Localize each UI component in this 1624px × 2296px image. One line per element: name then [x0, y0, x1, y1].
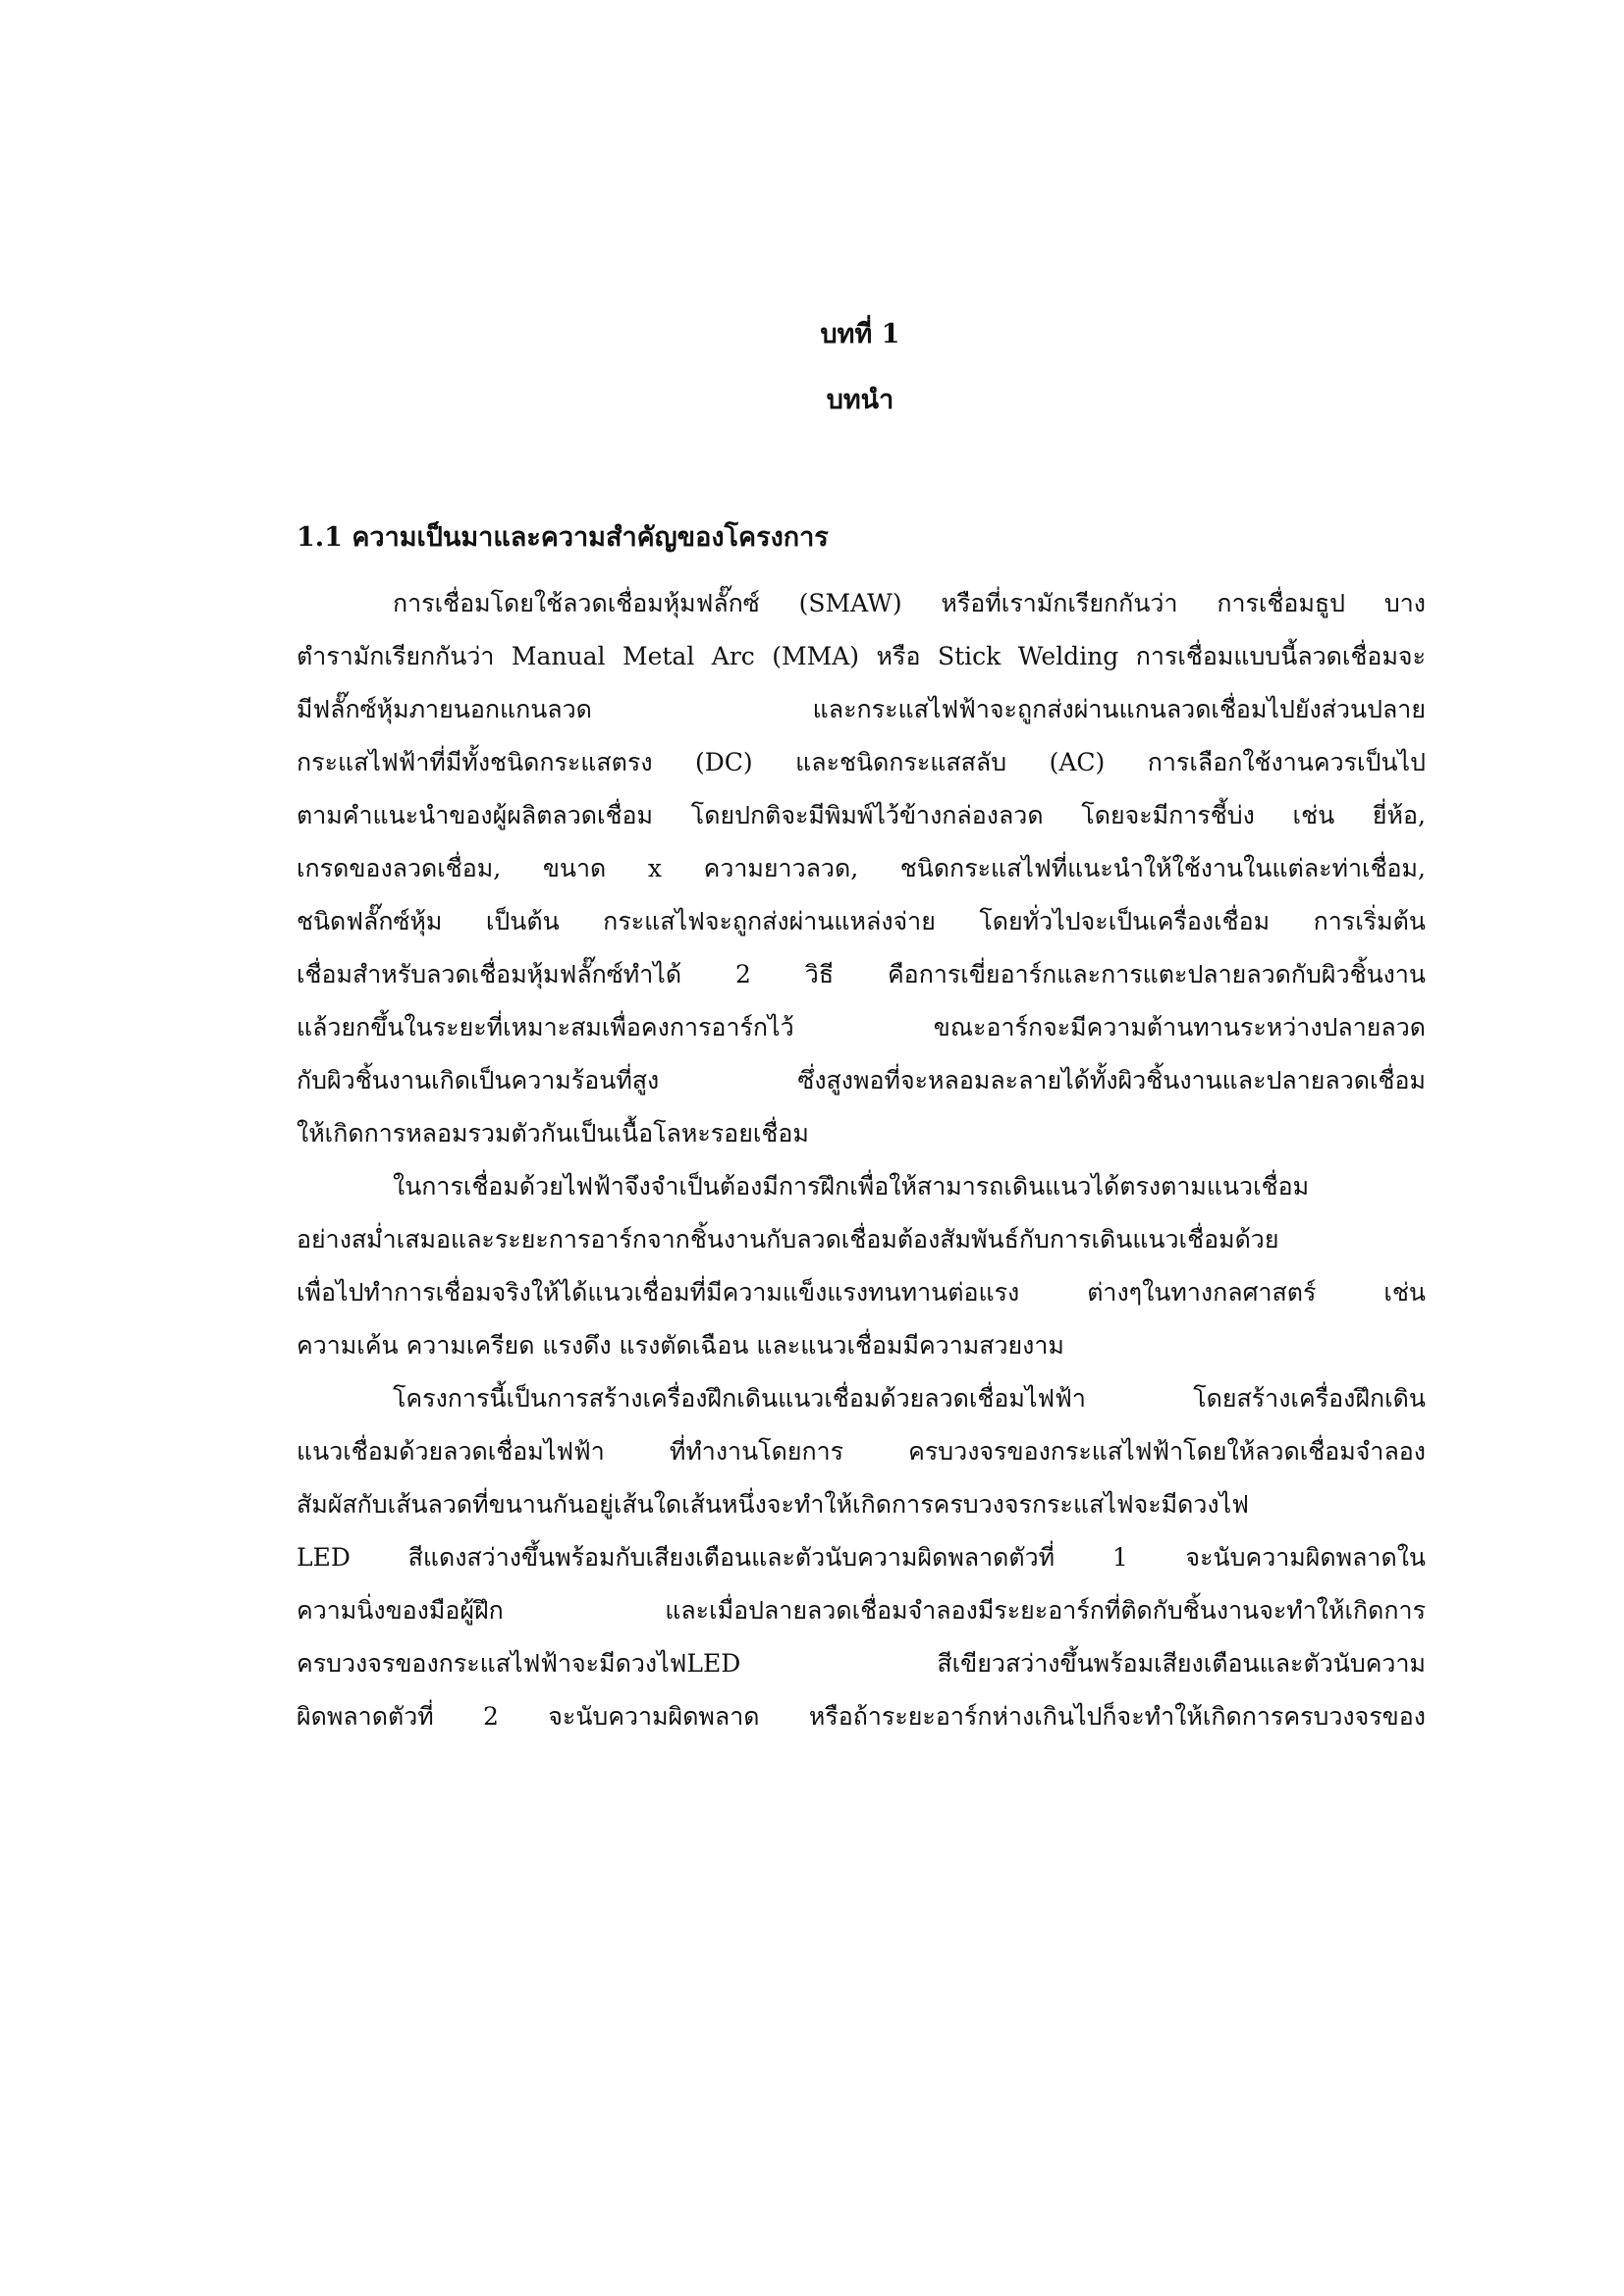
paragraph-line: LED สีแดงสว่างขึ้นพร้อมกับเสียงเตือนและตัวนับความผิดพลาดตัวที่ 1 จะนับความผิดพลาดใน [297, 1543, 1426, 1572]
paragraph-line: มีฟลั๊กซ์หุ้มภายนอกแกนลวด และกระแสไฟฟ้าจะถูกส่งผ่านแกนลวดเชื่อมไปยังส่วนปลาย [297, 695, 1426, 723]
paragraph-line: การเชื่อมโดยใช้ลวดเชื่อมหุ้มฟลั๊กซ์ (SMAW) หรือที่เรามักเรียกกันว่า การเชื่อมธูป บาง [393, 589, 1426, 617]
paragraph-line: ความนิ่งของมือผู้ฝึก และเมื่อปลายลวดเชื่อมจำลองมีระยะอาร์กที่ติดกับชิ้นงานจะทำให้เกิดการ [297, 1596, 1426, 1625]
paragraph-line: ความเค้น ความเครียด แรงดึง แรงตัดเฉือน และแนวเชื่อมมีความสวยงาม [297, 1331, 1064, 1360]
paragraph-line: โครงการนี้เป็นการสร้างเครื่องฝึกเดินแนวเชื่อมด้วยลวดเชื่อมไฟฟ้า โดยสร้างเครื่องฝึกเดิน [393, 1384, 1426, 1413]
section-heading: 1.1 ความเป็นมาและความสำคัญของโครงการ [297, 522, 829, 553]
paragraph-line: ให้เกิดการหลอมรวมตัวกันเป็นเนื้อโลหะรอยเชื่อม [297, 1119, 809, 1148]
body-text [297, 577, 1426, 1743]
paragraph-line: เพื่อไปทำการเชื่อมจริงให้ได้แนวเชื่อมที่มีความแข็งแรงทนทานต่อแรง ต่างๆในทางกลศาสตร์ เช่น [297, 1278, 1426, 1307]
paragraph-line: เชื่อมสำหรับลวดเชื่อมหุ้มฟลั๊กซ์ทำได้ 2 วิธี คือการเขี่ยอาร์กและการแตะปลายลวดกับผิวชิ้นงาน [297, 960, 1426, 988]
paragraph-line: ตามคำแนะนำของผู้ผลิตลวดเชื่อม โดยปกติจะมีพิมพ์ไว้ข้างกล่องลวด โดยจะมีการชี้บ่ง เช่น ยี่ห้อ, [297, 801, 1426, 829]
paragraph-line: อย่างสม่ำเสมอและระยะการอาร์กจากชิ้นงานกับลวดเชื่อมต้องสัมพันธ์กับการเดินแนวเชื่อมด้วย [297, 1225, 1279, 1254]
paragraph-line: กระแสไฟฟ้าที่มีทั้งชนิดกระแสตรง (DC) และชนิดกระแสสลับ (AC) การเลือกใช้งานควรเป็นไป [297, 748, 1426, 776]
paragraph-line: กับผิวชิ้นงานเกิดเป็นความร้อนที่สูง ซึ่งสูงพอที่จะหลอมละลายได้ทั้งผิวชิ้นงานและปลายลวดเชื่อม [297, 1066, 1426, 1095]
chapter-number: บทที่ 1 [820, 319, 900, 349]
chapter-title: บทนำ [826, 385, 894, 415]
paragraph-line: เกรดของลวดเชื่อม, ขนาด x ความยาวลวด, ชนิดกระแสไฟที่แนะนำให้ใช้งานในแต่ละท่าเชื่อม, [297, 854, 1426, 882]
paragraph-line: ในการเชื่อมด้วยไฟฟ้าจึงจำเป็นต้องมีการฝึกเพื่อให้สามารถเดินแนวได้ตรงตามแนวเชื่อม [393, 1172, 1310, 1201]
paragraph-line: ผิดพลาดตัวที่ 2 จะนับความผิดพลาด หรือถ้าระยะอาร์กห่างเกินไปก็จะทำให้เกิดการครบวงจรของ [297, 1702, 1426, 1731]
paragraph-line: ชนิดฟลั๊กซ์หุ้ม เป็นต้น กระแสไฟจะถูกส่งผ่านแหล่งจ่าย โดยทั่วไปจะเป็นเครื่องเชื่อม การเริ่มต้น [297, 907, 1426, 935]
paragraph-line: ครบวงจรของกระแสไฟฟ้าจะมีดวงไฟLED สีเขียวสว่างขึ้นพร้อมเสียงเตือนและตัวนับความ [297, 1649, 1426, 1678]
paragraph-line: สัมผัสกับเส้นลวดที่ขนานกันอยู่เส้นใดเส้นหนึ่งจะทำให้เกิดการครบวงจรกระแสไฟจะมีดวงไฟ [297, 1490, 1249, 1519]
paragraph-line: ตำรามักเรียกกันว่า Manual Metal Arc (MMA) หรือ Stick Welding การเชื่อมแบบนี้ลวดเชื่อมจะ [297, 642, 1426, 670]
paragraph-line: แล้วยกขึ้นในระยะที่เหมาะสมเพื่อคงการอาร์กไว้ ขณะอาร์กจะมีความต้านทานระหว่างปลายลวด [297, 1013, 1426, 1041]
paragraph-line: แนวเชื่อมด้วยลวดเชื่อมไฟฟ้า ที่ทำงานโดยการ ครบวงจรของกระแสไฟฟ้าโดยให้ลวดเชื่อมจำลอง [297, 1437, 1426, 1466]
